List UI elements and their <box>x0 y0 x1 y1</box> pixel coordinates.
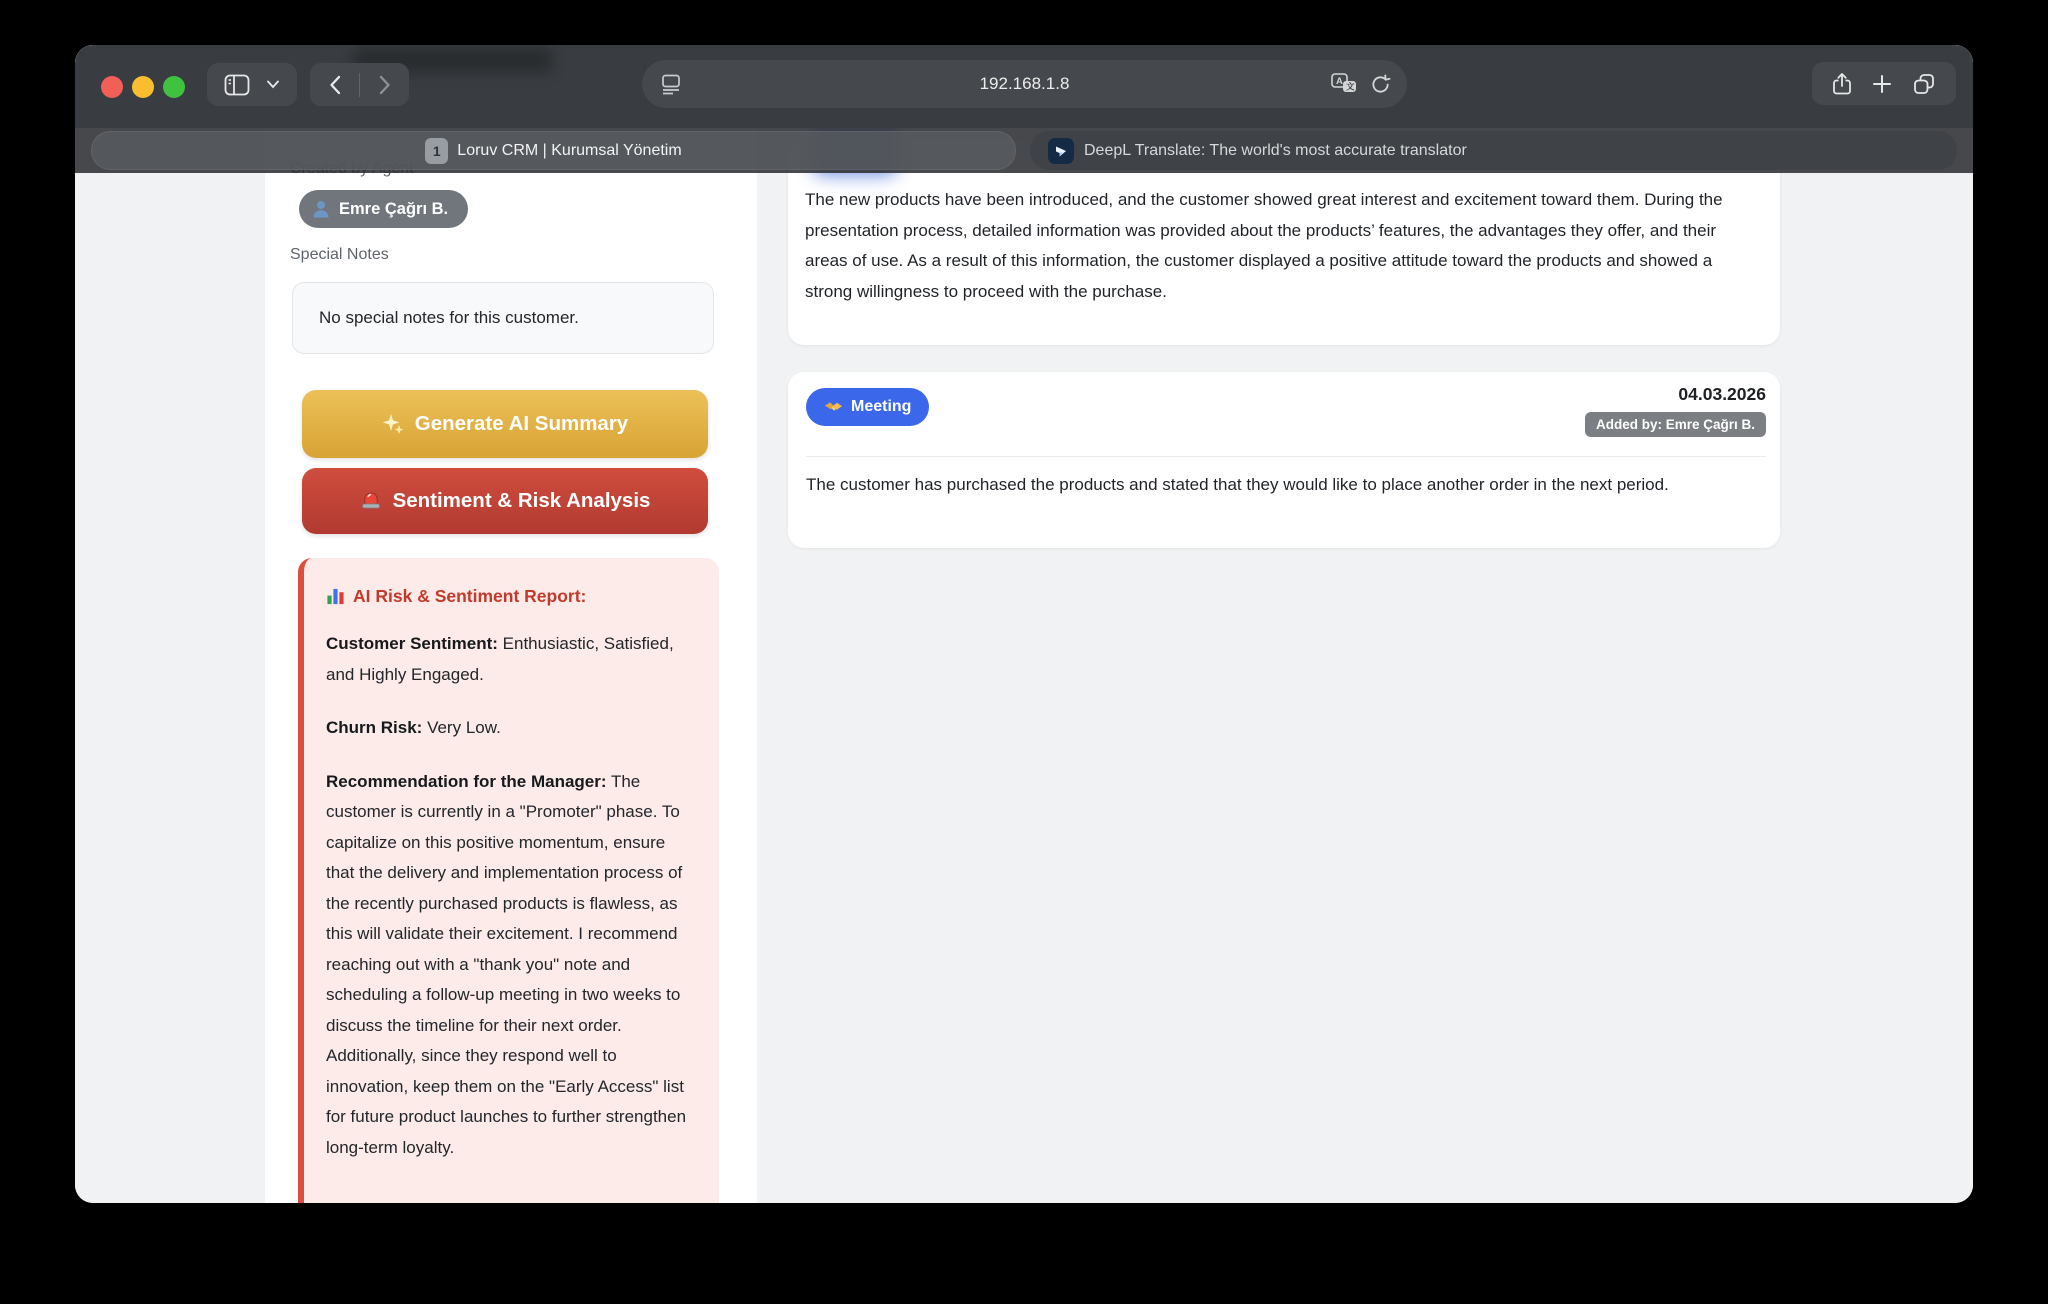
address-bar[interactable] <box>642 60 1407 108</box>
tab-loruv-crm[interactable]: 1 Loruv CRM | Kurumsal Yönetim <box>91 131 1016 170</box>
reload-icon[interactable] <box>1370 74 1391 95</box>
crm-page <box>75 45 1973 1203</box>
special-notes-box <box>292 282 714 354</box>
generate-ai-summary-button[interactable]: Generate AI Summary <box>302 390 708 458</box>
report-churn: Churn Risk: Very Low. <box>326 718 501 737</box>
agent-name: Emre Çağrı B. <box>339 199 449 218</box>
agent-badge <box>299 190 468 228</box>
report-recommendation: Recommendation for the Manager: The customer is currently in a "Promoter" phase. To capitalize on this positive momentum, ensure that the delivery and implementation process of the recently purchased products is flawless, as this will validate their excitement. I recommend reaching out with a "thank you" note and scheduling a follow-up meeting in two weeks to discuss the timeline for their next order. Additionally, since they respond well to innovation, keep them on the "Early Access" list for future product launches to further strengthen long-term loyalty. <box>326 771 687 1157</box>
tab-deepl-translate[interactable]: DeepL Translate: The world's most accurate translator <box>1030 131 1957 170</box>
window-actions <box>1812 62 1956 105</box>
tab-bar <box>75 128 1973 173</box>
sidebar-toggle-button[interactable] <box>224 74 250 96</box>
svg-text:文: 文 <box>1346 81 1355 92</box>
reader-icon[interactable] <box>660 73 682 95</box>
ai-risk-report-panel <box>298 558 719 1203</box>
svg-text:A: A <box>1336 76 1343 87</box>
meeting-date: 04.03.2026 <box>1678 384 1766 404</box>
share-icon[interactable] <box>1832 72 1852 96</box>
meeting-type-badge: Meeting <box>806 388 929 426</box>
zoom-window-button[interactable] <box>163 76 185 98</box>
sparkles-icon <box>382 413 404 435</box>
report-sentiment: Customer Sentiment: Enthusiastic, Satisfied, and Highly Engaged. <box>326 634 674 684</box>
divider <box>806 456 1766 457</box>
person-icon <box>311 199 331 219</box>
meeting-body-text: The customer has purchased the products and stated that they would like to place another order in the next period. <box>806 475 1669 494</box>
new-tab-icon[interactable] <box>1872 74 1892 94</box>
close-window-button[interactable] <box>101 76 123 98</box>
siren-icon <box>360 490 382 512</box>
translate-icon[interactable] <box>1331 73 1357 95</box>
sentiment-risk-button[interactable]: Sentiment & Risk Analysis <box>302 468 708 534</box>
browser-toolbar <box>75 45 1973 128</box>
sidebar-chevron-down-icon[interactable] <box>266 80 280 89</box>
tab-count-badge: 1 <box>425 138 448 164</box>
sidebar-controls <box>207 63 297 106</box>
deepl-icon <box>1048 138 1074 164</box>
url-text[interactable]: 192.168.1.8 <box>979 74 1070 93</box>
forward-button[interactable] <box>379 75 391 95</box>
special-notes-text: No special notes for this customer. <box>319 308 579 327</box>
nav-controls <box>310 63 409 106</box>
interaction-card-meeting <box>788 372 1780 548</box>
handshake-icon <box>824 398 843 417</box>
tabs-overview-icon[interactable] <box>1912 72 1936 96</box>
special-notes-label: Special Notes <box>290 246 389 263</box>
bar-chart-icon <box>326 587 345 606</box>
minimize-window-button[interactable] <box>132 76 154 98</box>
added-by-badge: Added by: Emre Çağrı B. <box>1585 412 1766 437</box>
back-button[interactable] <box>329 75 341 95</box>
browser-window <box>75 45 1973 1203</box>
nav-divider <box>359 73 360 97</box>
report-title: AI Risk & Sentiment Report: <box>353 586 587 606</box>
intro-text: The new products have been introduced, and the customer showed great interest and excitement toward them. During the presentation process, detailed information was provided about the products’ features, the advantages they offer, and their areas of use. As a result of this information, the customer displayed a positive attitude toward the products and showed a strong willingness to proceed with the purchase. <box>805 190 1723 301</box>
